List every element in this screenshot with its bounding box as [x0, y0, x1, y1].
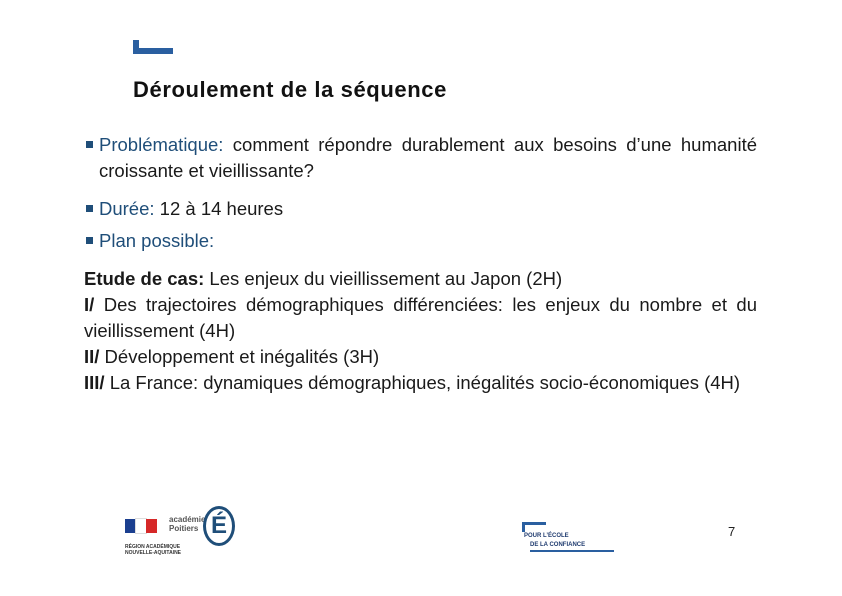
academie-logo — [123, 502, 235, 560]
plan-label: Plan possible: — [99, 230, 215, 251]
duree-block — [84, 196, 757, 254]
academie-logo-text — [169, 515, 205, 533]
region-text — [125, 544, 181, 556]
region-line-2: NOUVELLE-AQUITAINE — [125, 550, 182, 556]
page-number: 7 — [728, 524, 736, 539]
french-flag-icon — [125, 519, 157, 533]
plan-item-prefix: III/ — [84, 372, 105, 393]
ecole-confiance-logo — [522, 522, 618, 560]
ecole-line-2: DE LA CONFIANCE — [530, 542, 586, 548]
plan-item-prefix: I/ — [84, 294, 95, 315]
slide-title: Déroulement de la séquence — [133, 77, 447, 102]
corner-mark — [133, 40, 173, 54]
poitiers-word: Poitiers — [169, 524, 199, 533]
plan-item-prefix: Etude de cas: — [84, 268, 205, 289]
plan-item-1 — [84, 292, 757, 344]
bullet-plan — [84, 228, 757, 254]
plan-item-3 — [84, 370, 757, 396]
problematique-text: comment répondre durablement aux besoins d’une humanité croissante et vieillissante? — [99, 134, 757, 181]
plan-item-prefix: II/ — [84, 346, 100, 367]
plan-list — [84, 266, 757, 396]
academie-e-icon: É — [203, 506, 235, 546]
problematique-block — [84, 132, 757, 184]
plan-item-2 — [84, 344, 757, 370]
plan-item-text: Des trajectoires démographiques différenciées: les enjeux du nombre et du vieillissement (4H) — [84, 294, 757, 341]
plan-item-etude — [84, 266, 757, 292]
bullet-problematique — [84, 132, 757, 184]
problematique-label: Problématique: — [99, 134, 224, 155]
academie-word: académie — [169, 515, 206, 524]
duree-text: 12 à 14 heures — [154, 198, 284, 219]
bullet-duree — [84, 196, 757, 222]
region-line-1: RÉGION ACADÉMIQUE — [125, 544, 181, 550]
square-bullet-icon — [86, 205, 93, 212]
square-bullet-icon — [86, 237, 93, 244]
plan-item-text: La France: dynamiques démographiques, inégalités socio-économiques (4H) — [104, 372, 741, 393]
duree-label: Durée: — [99, 198, 155, 219]
ecole-line-1: POUR L’ÉCOLE — [524, 533, 569, 539]
square-bullet-icon — [86, 141, 93, 148]
plan-item-text: Les enjeux du vieillissement au Japon (2H) — [204, 268, 563, 289]
plan-item-text: Développement et inégalités (3H) — [99, 346, 380, 367]
